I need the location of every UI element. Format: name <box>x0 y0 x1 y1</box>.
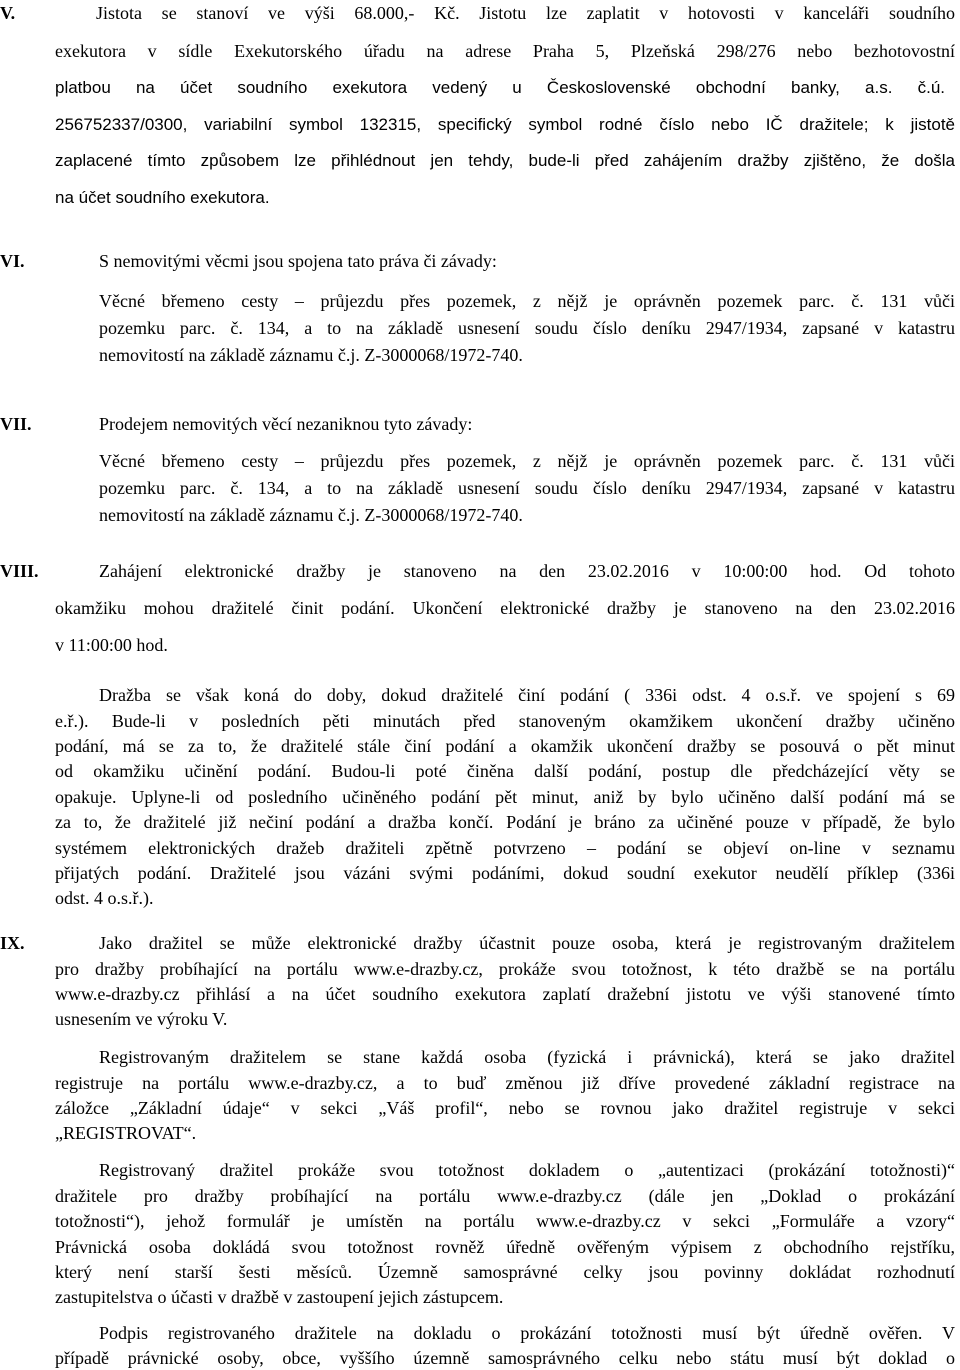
text-line: usnesením ve výroku V. <box>55 1009 228 1029</box>
text-line: registruje na portálu www.e-drazby.cz, a to buď změnou již dříve provedené základní registrace na <box>55 1073 955 1093</box>
text-line: Dražba se však koná do doby, dokud dražitelé činí podání ( 336i odst. 4 o.s.ř. ve spojení s 69 <box>99 685 955 705</box>
text-line: Právnická osoba dokládá svou totožnost rovněž úředně ověřeným výpisem z obchodního rejstříku, <box>55 1237 955 1257</box>
text-line: za to, že dražitelé již nečiní podání a dražba končí. Podání je bráno za učiněné pouze v případě, že bylo <box>55 812 955 832</box>
text-line: „REGISTROVAT“. <box>55 1123 197 1143</box>
text-line: platbou na účet soudního exekutora vedený u Československé obchodní banky, a.s. č.ú. <box>55 78 945 97</box>
text-line: v 11:00:00 hod. <box>55 635 168 655</box>
section-number: VI. <box>0 251 25 271</box>
text-line: okamžiku mohou dražitelé činit podání. Ukončení elektronické dražby je stanoveno na den 23.02.2016 <box>55 598 955 618</box>
text-line: Zahájení elektronické dražby je stanoveno na den 23.02.2016 v 10:00:00 hod. Od tohoto <box>99 561 955 581</box>
section-number: V. <box>0 3 16 23</box>
text-line: www.e-drazby.cz přihlásí a na účet soudního exekutora zaplatí dražební jistotu ve výši stanovené tímto <box>55 984 955 1004</box>
text-line: Jistota se stanoví ve výši 68.000,- Kč. Jistotu lze zaplatit v hotovosti v kanceláři soudního <box>96 3 955 23</box>
text-line: Věcné břemeno cesty – průjezdu přes pozemek, z nějž je oprávněn pozemek parc. č. 131 vůči <box>99 291 955 311</box>
text-line: přijatých podání. Dražitelé jsou vázáni svými podáními, dokud soudní exekutor neudělí příklep (336i <box>55 863 955 883</box>
text-line: zastupitelstva o účasti v dražbě v zastoupení jejich zástupcem. <box>55 1287 504 1307</box>
text-line: zaplacené tímto způsobem lze přihlédnout jen tehdy, bude-li před zahájením dražby zjištěno, že došla <box>55 151 955 170</box>
text-line: nemovitostí na základě záznamu č.j. Z-3000068/1972-740. <box>99 505 523 525</box>
text-line: pozemku parc. č. 134, a to na základě usnesení soudu číslo deníku 2947/1934, zapsané v katastru <box>99 318 955 338</box>
text-line: na účet soudního exekutora. <box>55 188 270 207</box>
section-number: VII. <box>0 414 32 434</box>
text-line: totožnosti“), jehož formulář je umístěn na portálu www.e-drazby.cz v sekci „Formuláře a vzory“ <box>55 1211 955 1231</box>
text-line: záložce „Základní údaje“ v sekci „Váš profil“, nebo se rovnou jako dražitel registruje v sekci <box>55 1098 955 1118</box>
section-heading: Prodejem nemovitých věcí nezaniknou tyto závady: <box>99 414 473 434</box>
text-line: e.ř.). Bude-li v posledních pěti minutách před stanoveným okamžikem ukončení dražby učiněno <box>55 711 955 731</box>
text-line: Podpis registrovaného dražitele na dokladu o prokázání totožnosti musí být úředně ověřen. V <box>99 1323 955 1343</box>
text-line: systémem elektronických dražeb dražiteli zpětně potvrzeno – podání se objeví on-line v seznamu <box>55 838 955 858</box>
text-line: Věcné břemeno cesty – průjezdu přes pozemek, z nějž je oprávněn pozemek parc. č. 131 vůči <box>99 451 955 471</box>
text-line: Registrovaný dražitel prokáže svou totožnost dokladem o „autentizaci (prokázání totožnosti)“ <box>99 1160 955 1180</box>
text-line: Jako dražitel se může elektronické dražby účastnit pouze osoba, která je registrovaným dražitelem <box>99 933 955 953</box>
text-line: opakuje. Uplyne-li od posledního učiněného podání pět minut, aniž by bylo učiněno další podání má se <box>55 787 955 807</box>
text-line: pro dražby probíhající na portálu www.e-drazby.cz, prokáže svou totožnost, k této dražbě se na portálu <box>55 959 955 979</box>
section-number: VIII. <box>0 561 39 581</box>
section-number: IX. <box>0 933 25 953</box>
text-line: pozemku parc. č. 134, a to na základě usnesení soudu číslo deníku 2947/1934, zapsané v katastru <box>99 478 955 498</box>
text-line: dražitele pro dražby probíhající na portálu www.e-drazby.cz (dále jen „Doklad o prokázání <box>55 1186 955 1206</box>
text-line: podání, má se za to, že dražitelé stále činí podání a okamžik ukončení dražby se posouvá o pět minut <box>55 736 955 756</box>
text-line: Registrovaným dražitelem se stane každá osoba (fyzická i právnická), která se jako dražitel <box>99 1047 955 1067</box>
text-line: od okamžiku učinění podání. Budou-li poté činěna další podání, postup dle předcházející věty se <box>55 761 955 781</box>
text-line: 256752337/0300, variabilní symbol 132315, specifický symbol rodné číslo nebo IČ dražitele; k jistotě <box>55 115 955 134</box>
text-line: který není starší šesti měsíců. Územně samosprávné celky jsou povinny dokládat rozhodnutí <box>55 1262 955 1282</box>
text-line: nemovitostí na základě záznamu č.j. Z-3000068/1972-740. <box>99 345 523 365</box>
text-line: odst. 4 o.s.ř.). <box>55 888 154 908</box>
text-line: případě právnické osoby, obce, vyššího územně samosprávného celku nebo státu musí být doklad o <box>55 1348 955 1368</box>
text-line: exekutora v sídle Exekutorského úřadu na adrese Praha 5, Plzeňská 298/276 nebo bezhotovostní <box>55 41 955 61</box>
section-heading: S nemovitými věcmi jsou spojena tato práva či závady: <box>99 251 497 271</box>
